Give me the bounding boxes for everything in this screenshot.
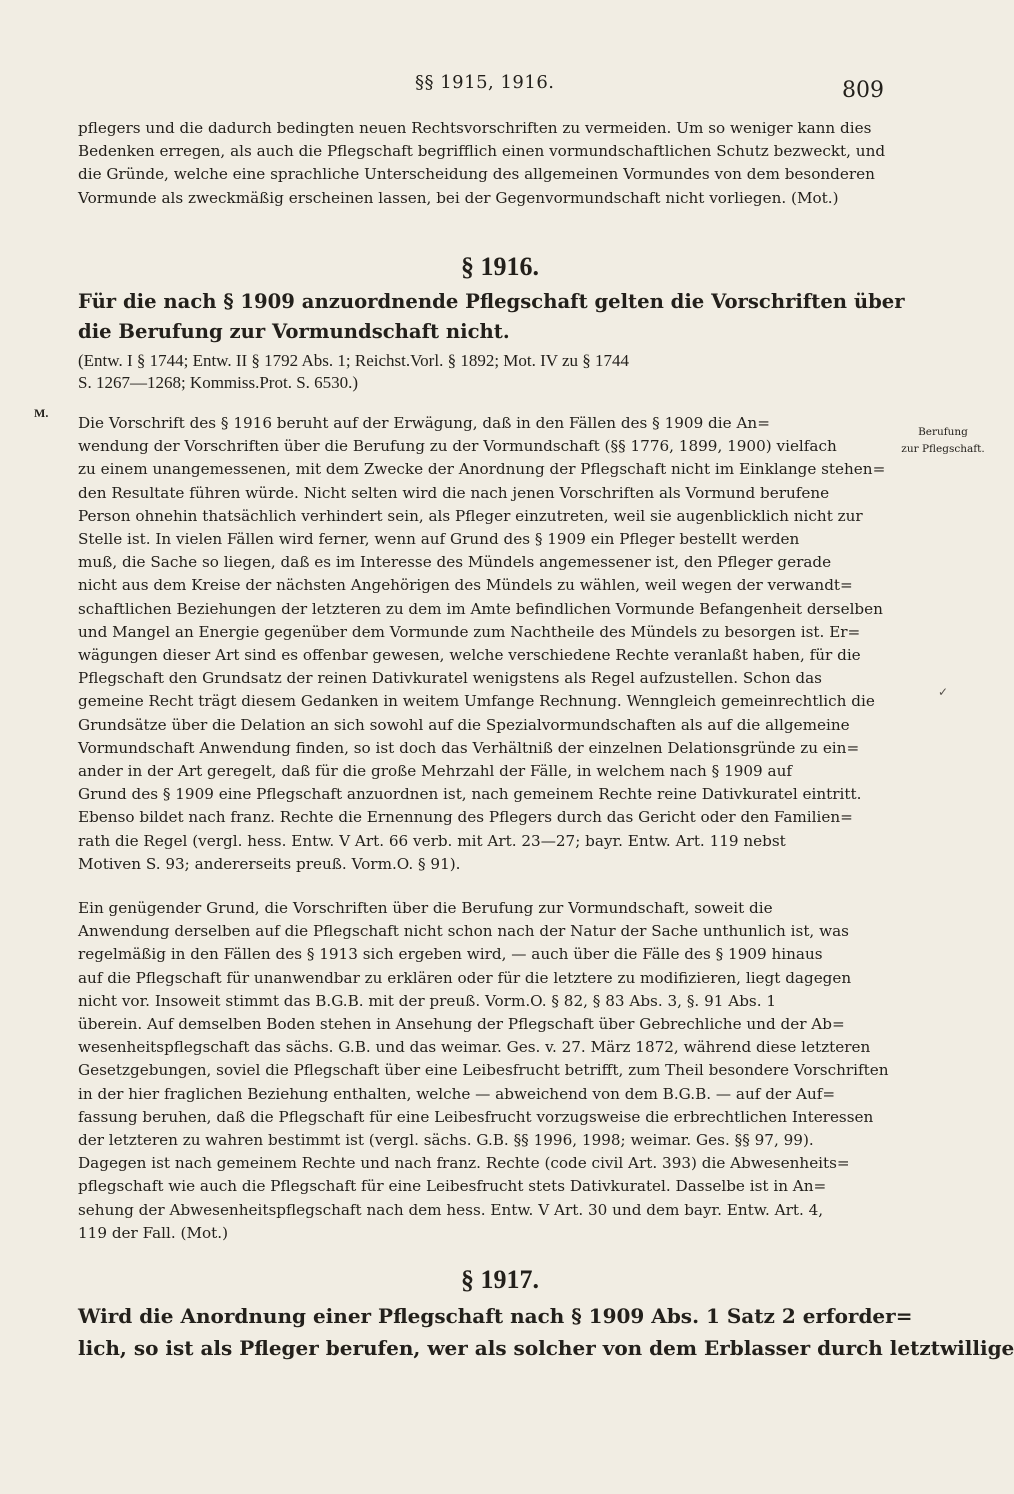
text-line: Dagegen ist nach gemeinem Rechte und nach franz. Rechte (code civil Art. 393) die Abwesenheits= xyxy=(78,1154,850,1173)
text-line: Vormunde als zweckmäßig erscheinen lassen, bei der Gegenvormundschaft nicht vorliegen. (Mot.) xyxy=(78,188,839,207)
margin-note-line: zur Pflegschaft. xyxy=(901,443,985,455)
reference-line: (Entw. I § 1744; Entw. II § 1792 Abs. 1; Reichst.Vorl. § 1892; Mot. IV zu § 1744 xyxy=(78,351,630,370)
text-line: in der hier fraglichen Beziehung enthalten, welche — abweichend von dem B.G.B. — auf der Auf= xyxy=(78,1084,836,1103)
text-line: Pflegschaft den Grundsatz der reinen Dativkuratel wenigstens als Regel aufzustellen. Schon das xyxy=(78,669,822,688)
commentary-paragraph-2 xyxy=(78,897,889,1245)
margin-note xyxy=(893,424,993,458)
text-line: regelmäßig in den Fällen des § 1913 sich ergeben wird, — auch über die Fälle des § 1909 hinaus xyxy=(78,945,823,964)
statute-line: die Berufung zur Vormundschaft nicht. xyxy=(78,320,510,343)
text-line: wägungen dieser Art sind es offenbar gewesen, welche verschiedene Rechte veranlaßt haben, für die xyxy=(78,646,861,665)
statute-text-1917 xyxy=(78,1300,1014,1364)
page-number: 809 xyxy=(842,78,884,103)
statute-line: Für die nach § 1909 anzuordnende Pflegschaft gelten die Vorschriften über xyxy=(78,290,905,313)
section-heading-1916: § 1916. xyxy=(461,252,539,281)
text-line: Person ohnehin thatsächlich verhindert sein, als Pfleger einzutreten, weil sie augenblicklich nicht zur xyxy=(78,506,863,525)
statute-line: Wird die Anordnung einer Pflegschaft nach § 1909 Abs. 1 Satz 2 erforder= xyxy=(78,1304,913,1328)
legislative-references xyxy=(78,350,878,394)
text-line: auf die Pflegschaft für unanwendbar zu erklären oder für die letztere zu modifizieren, liegt dagegen xyxy=(78,968,852,987)
text-line: nicht aus dem Kreise der nächsten Angehörigen des Mündels zu wählen, weil wegen der verwandt= xyxy=(78,576,853,595)
text-line: pflegers und die dadurch bedingten neuen Rechtsvorschriften zu vermeiden. Um so weniger kann dies xyxy=(78,119,872,137)
page-header xyxy=(0,72,1000,104)
text-line: Stelle ist. In vielen Fällen wird ferner, wenn auf Grund des § 1909 ein Pfleger bestellt werden xyxy=(78,530,800,549)
text-line: 119 der Fall. (Mot.) xyxy=(78,1223,229,1242)
text-line: schaftlichen Beziehungen der letzteren zu dem im Amte befindlichen Vormunde Befangenheit derselben xyxy=(78,599,883,618)
intro-paragraph xyxy=(78,117,886,210)
text-line: gemeine Recht trägt diesem Gedanken in weitem Umfange Rechnung. Wenngleich gemeinrechtlich die xyxy=(78,692,875,711)
reference-line: S. 1267—1268; Kommiss.Prot. S. 6530.) xyxy=(78,373,359,392)
text-line: Bedenken erregen, als auch die Pflegschaft begrifflich einen vormundschaftlichen Schutz bezweckt, und xyxy=(78,142,886,161)
text-line: zu einem unangemessenen, mit dem Zwecke der Anordnung der Pflegschaft nicht im Einklange stehen= xyxy=(78,460,886,479)
running-head: §§ 1915, 1916. xyxy=(415,72,555,93)
statute-text-1916 xyxy=(78,287,905,347)
text-line: Vormundschaft Anwendung finden, so ist doch das Verhältniß der einzelnen Delationsgründe zu ein= xyxy=(78,738,860,757)
text-line: Grund des § 1909 eine Pflegschaft anzuordnen ist, nach gemeinem Rechte reine Dativkuratel eintritt. xyxy=(78,785,862,804)
text-line: nicht vor. Insoweit stimmt das B.G.B. mit der preuß. Vorm.O. § 82, § 83 Abs. 3, §. 91 Abs. 1 xyxy=(78,991,777,1010)
margin-note-line: Berufung xyxy=(918,426,968,438)
text-line: ander in der Art geregelt, daß für die große Mehrzahl der Fälle, in welchem nach § 1909 auf xyxy=(78,762,793,781)
text-line: rath die Regel (vergl. hess. Entw. V Art. 66 verb. mit Art. 23—27; bayr. Entw. Art. 119 nebst xyxy=(78,831,786,850)
text-line: Motiven S. 93; andererseits preuß. Vorm.O. § 91). xyxy=(78,854,461,873)
text-line: überein. Auf demselben Boden stehen in Ansehung der Pflegschaft über Gebrechliche und der Ab= xyxy=(78,1015,845,1034)
text-line: Ebenso bildet nach franz. Rechte die Ernennung des Pflegers durch das Gericht oder den Familien= xyxy=(78,808,853,827)
section-heading-1917: § 1917. xyxy=(461,1265,539,1294)
text-line: Die Vorschrift des § 1916 beruht auf der Erwägung, daß in den Fällen des § 1909 die An= xyxy=(78,414,770,432)
margin-marker: M. xyxy=(34,406,49,420)
text-line: fassung beruhen, daß die Pflegschaft für eine Leibesfrucht vorzugsweise die erbrechtlichen Interessen xyxy=(78,1107,874,1126)
text-line: die Gründe, welche eine sprachliche Unterscheidung des allgemeinen Vormundes von dem besonderen xyxy=(78,165,875,184)
text-line: pflegschaft wie auch die Pflegschaft für eine Leibesfrucht stets Dativkuratel. Dasselbe ist in An= xyxy=(78,1177,827,1196)
text-line: muß, die Sache so liegen, daß es im Interesse des Mündels angemessener ist, den Pfleger gerade xyxy=(78,553,832,572)
margin-check-mark: ✓ xyxy=(938,685,949,699)
text-line: sehung der Abwesenheitspflegschaft nach dem hess. Entw. V Art. 30 und dem bayr. Entw. Art. 4, xyxy=(78,1200,824,1219)
text-line: Grundsätze über die Delation an sich sowohl auf die Spezialvormundschaften als auf die allgemeine xyxy=(78,715,850,734)
commentary-paragraph-1 xyxy=(78,412,886,876)
text-line: Gesetzgebungen, soviel die Pflegschaft über eine Leibesfrucht betrifft, zum Theil besondere Vorschriften xyxy=(78,1061,889,1080)
text-line: Ein genügender Grund, die Vorschriften über die Berufung zur Vormundschaft, soweit die xyxy=(78,899,773,917)
text-line: und Mangel an Energie gegenüber dem Vormunde zum Nachtheile des Mündels zu besorgen ist. Er= xyxy=(78,622,861,641)
text-line: wendung der Vorschriften über die Berufung zu der Vormundschaft (§§ 1776, 1899, 1900) vielfach xyxy=(78,437,837,456)
text-line: der letzteren zu wahren bestimmt ist (vergl. sächs. G.B. §§ 1996, 1998; weimar. Ges. §§ 97, 99). xyxy=(78,1131,814,1150)
text-line: Anwendung derselben auf die Pflegschaft nicht schon nach der Natur der Sache unthunlich ist, was xyxy=(78,922,849,941)
text-line: wesenheitspflegschaft das sächs. G.B. und das weimar. Ges. v. 27. März 1872, während diese letzteren xyxy=(78,1038,871,1057)
text-line: den Resultate führen würde. Nicht selten wird die nach jenen Vorschriften als Vormund berufene xyxy=(78,483,830,502)
statute-line: lich, so ist als Pfleger berufen, wer als solcher von dem Erblasser durch letztwillige xyxy=(78,1336,1014,1360)
